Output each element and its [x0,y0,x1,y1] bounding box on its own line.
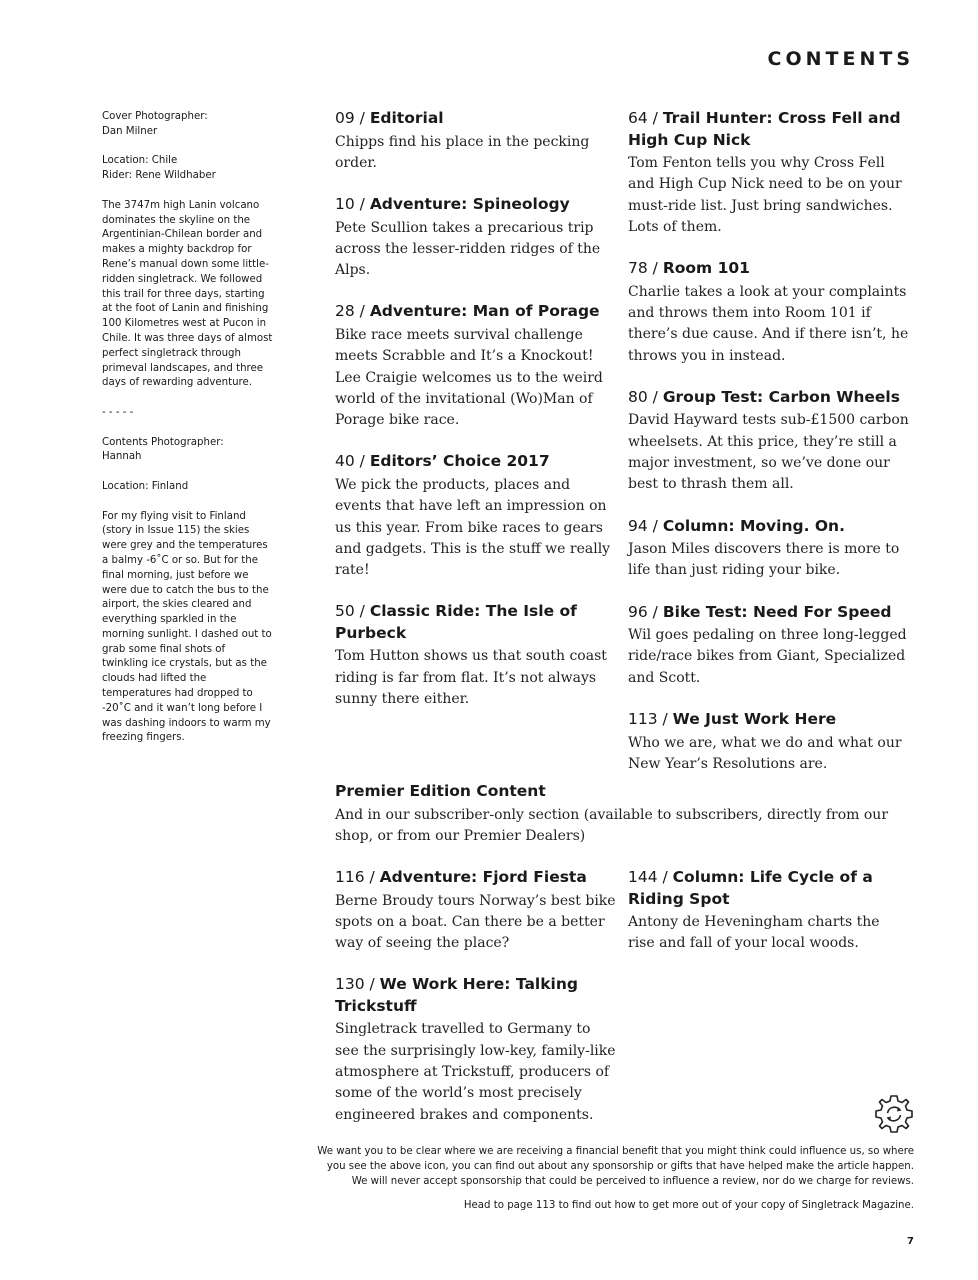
disclaimer-line: We want you to be clear where we are receiving a financial benefit that you might think could influence us, so where [317,1146,914,1157]
premier-column-right [628,867,910,975]
contents-entry[interactable] [628,516,910,582]
page-number-footer: 7 [907,1236,914,1247]
cog-refresh-icon [874,1094,914,1134]
page-number: 94 / [628,516,663,535]
article-description: Wil goes pedaling on three long-legged ride/race bikes from Giant, Specialized and Scott. [628,627,907,686]
page-number: 96 / [628,602,663,621]
disclaimer-line: you see the above icon, you can find out about any sponsorship or gifts that have helped make the article happen. [326,1160,914,1172]
page-number: 10 / [335,195,370,214]
contents-entry[interactable] [335,108,617,174]
page-number: 144 / [628,868,673,886]
premier-edition-section [335,781,915,847]
article-title: Column: Moving. On. [662,516,845,535]
article-description: David Hayward tests sub-£1500 carbon wheelsets. At this price, they’re still a major investment, so we’ve done our best to thrash them all. [628,412,909,493]
contents-entry[interactable] [628,867,910,955]
article-description: Who we are, what we do and what our New Year’s Resolutions are. [628,734,902,772]
article-description: Antony de Heveningham charts the rise and fall of your local woods. [628,914,880,952]
article-title: Group Test: Carbon Wheels [662,387,900,406]
contents-entry[interactable] [628,709,910,775]
article-title: We Just Work Here [672,710,837,729]
contents-entry[interactable] [335,451,617,581]
page-number: 78 / [628,259,663,278]
article-title: Editorial [369,109,444,127]
page-number: 116 / [335,868,380,886]
contents-caption: For my flying visit to Finland (story in Issue 115) the skies were grey and the temperatures a balmy -6˚C or so. But for the final morning, just before we were due to catch the bus to the airport, the skies cleared and everything sparkled in the morning sunlight. I dashed out to grab some final shots of twinkling ice crystals, but as the clouds had lifted the temperatures had dropped to -20˚C and it wan’t long before I was dashing indoors to warm my freezing fingers. [102,510,272,744]
article-description: Tom Hutton shows us that south coast riding is far from flat. It’s not always sunny there either. [335,648,607,708]
article-title: Adventure: Fjord Fiesta [379,868,587,886]
separator: - - - - - [102,406,134,418]
article-description: Charlie takes a look at your complaints and throws them into Room 101 if there’s due cause. And if there isn’t, he throws you in instead. [628,283,909,364]
contents-entry[interactable] [335,974,617,1125]
contents-entry[interactable] [628,108,910,238]
premier-heading: Premier Edition Content [335,782,546,800]
page-title: CONTENTS [767,48,914,70]
page-number: 64 / [628,109,663,127]
article-description: We pick the products, places and events that have left an impression on us this year. From bike races to gears and gadgets. This is the stuff we really rate! [335,476,611,579]
page-113-note: Head to page 113 to find out how to get more out of your copy of Singletrack Magazine. [463,1200,914,1212]
article-description: Chipps find his place in the pecking order. [335,133,590,171]
article-description: Pete Scullion takes a precarious trip across the lesser-ridden ridges of the Alps. [335,219,601,279]
article-title: Adventure: Man of Porage [369,302,600,321]
contents-entry[interactable] [335,867,617,954]
page-number: 113 / [628,710,673,729]
article-title: Classic Ride: The Isle of Purbeck [335,602,577,642]
page-number: 40 / [335,452,370,471]
article-title: Room 101 [662,259,750,278]
page-number: 130 / [335,975,380,994]
article-description: Bike race meets survival challenge meets Scrabble and It’s a Knockout! Lee Craigie welcomes us to the weird world of the invitational (Wo)Man of Porage bike race. [335,326,603,429]
article-title: Column: Life Cycle of a Riding Spot [628,868,873,908]
photo-credits-sidebar [102,110,274,761]
article-description: Jason Miles discovers there is more to life than just riding your bike. [628,541,900,579]
contents-entry[interactable] [628,387,910,496]
cover-location: Location: Chile Rider: Rene Wildhaber [102,155,216,182]
article-description: Singletrack travelled to Germany to see the surprisingly low-key, family-like atmosphere at Trickstuff, producers of some of the world’s most precisely engineered brakes and components. [335,1021,616,1123]
article-description: Berne Broudy tours Norway’s best bike spots on a boat. Can there be a better way of seeing the place? [335,892,616,952]
premier-column-left [335,867,617,1146]
sponsorship-disclaimer [314,1145,914,1214]
page-number: 50 / [335,602,370,621]
page-number: 09 / [335,109,370,127]
article-title: We Work Here: Talking Trickstuff [335,975,579,1015]
contents-column-middle [335,108,617,730]
contents-entry[interactable] [628,602,910,689]
disclaimer-line: We will never accept sponsorship that could be perceived to influence a review, nor do we charge for reviews. [351,1175,914,1187]
contents-photographer: Contents Photographer: Hannah [102,436,224,463]
article-title: Editors’ Choice 2017 [369,452,550,471]
premier-intro: And in our subscriber-only section (available to subscribers, directly from our shop, or from our Premier Dealers) [335,806,889,844]
contents-entry[interactable] [335,194,617,281]
page-number: 80 / [628,387,663,406]
article-title: Bike Test: Need For Speed [662,602,892,621]
cover-photographer: Cover Photographer: Dan Milner [102,111,208,137]
page-number: 28 / [335,302,370,321]
contents-entry[interactable] [628,258,910,367]
article-title: Trail Hunter: Cross Fell and High Cup Nick [628,109,901,149]
contents-column-right [628,108,910,795]
cover-caption: The 3747m high Lanin volcano dominates the skyline on the Argentinian-Chilean border and makes a mighty backdrop for Rene’s manual down some little-ridden singletrack. We followed this trail for three days, starting at the foot of Lanin and finishing 100 Kilometres west at Pucon in Chile. It was three days of almost perfect singletrack through primeval landscapes, and three days of rewarding adventure. [102,199,273,389]
article-title: Adventure: Spineology [369,195,570,214]
contents-entry[interactable] [335,601,617,710]
contents-location: Location: Finland [102,480,189,492]
contents-entry[interactable] [335,301,617,431]
article-description: Tom Fenton tells you why Cross Fell and High Cup Nick need to be on your must-ride list. Just bring sandwiches. Lots of them. [628,155,902,235]
